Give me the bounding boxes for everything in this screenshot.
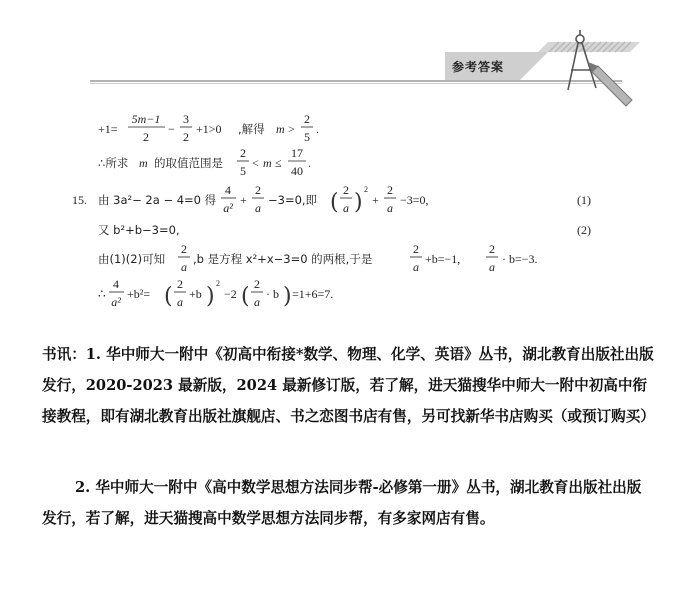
math-line2-var-m: m <box>139 156 148 170</box>
line6-therefore: ∴ <box>98 287 106 301</box>
line6-f1-num: 4 <box>113 277 119 291</box>
right-paren: ) <box>283 284 292 309</box>
problem15-tail: −3=0,即 <box>268 193 318 207</box>
problem15-tail2: −3=0, <box>400 193 429 207</box>
line6-mid: +b²= <box>127 287 151 301</box>
line6-p1-den: a <box>177 295 183 309</box>
line5-f2-num: 2 <box>413 242 419 256</box>
line5-mid: ,b 是方程 x²+x−3=0 的两根,于是 <box>193 252 373 266</box>
line6-p2-den: a <box>254 295 260 309</box>
line6-p2-tail: · b <box>266 287 279 301</box>
problem15-paren-num: 2 <box>343 183 349 197</box>
math-line1-lead: +1= <box>98 122 118 136</box>
math-line1-period: . <box>316 122 319 136</box>
math-line2-frac1-num: 2 <box>240 146 246 160</box>
math-line2-frac2-num: 17 <box>291 146 303 160</box>
math-line2-lt: < <box>252 156 259 170</box>
math-line2-text: 的取值范围是 <box>154 156 223 170</box>
line5-f1-den: a <box>181 260 187 274</box>
math-line1-minus: − <box>168 122 175 136</box>
line6-p2-num: 2 <box>254 277 260 291</box>
math-line1-frac3-num: 2 <box>304 112 310 126</box>
math-line2-therefore: ∴所求 <box>98 156 129 170</box>
line5-f2-den: a <box>413 260 419 274</box>
left-paren: ( <box>330 190 339 215</box>
problem15-f2-num: 2 <box>255 183 261 197</box>
math-line-5 <box>98 242 538 274</box>
left-paren: ( <box>241 284 250 309</box>
math-problem-15 <box>72 183 591 215</box>
line5-f3-den: a <box>489 260 495 274</box>
math-line2-le: ≤ <box>275 156 282 170</box>
line5-tail: · b=−3. <box>502 252 538 266</box>
math-line-4 <box>98 223 591 237</box>
problem15-f3-den: a <box>387 201 393 215</box>
math-line-2 <box>98 146 311 178</box>
book-notice-paragraph-2: 2. 华中师大一附中《高中数学思想方法同步帮-必修第一册》丛书，湖北教育出版社出版发行，若了解，进天猫搜高中数学思想方法同步帮，有多家网店有售。 <box>42 479 642 527</box>
math-line-6 <box>98 277 333 309</box>
problem15-plus2: + <box>372 193 379 207</box>
math-line2-period: . <box>308 156 311 170</box>
math-line1-tail: +1>0 <box>196 122 222 136</box>
line6-mid2: −2 <box>224 287 237 301</box>
problem15-f2-den: a <box>255 201 261 215</box>
problem15-intro: 由 3a²− 2a − 4=0 得 <box>98 193 217 207</box>
problem15-f1-num: 4 <box>225 183 231 197</box>
right-paren: ) <box>354 190 363 215</box>
line6-sup: 2 <box>216 279 220 288</box>
problem15-plus: + <box>240 193 247 207</box>
line6-p1-tail: +b <box>189 287 202 301</box>
math-line2-frac2-den: 40 <box>291 164 303 178</box>
line5-mid2: +b=−1, <box>425 252 461 266</box>
left-paren: ( <box>164 284 173 309</box>
line6-f1-den: a² <box>111 295 121 309</box>
line6-p1-num: 2 <box>177 277 183 291</box>
line5-f1-num: 2 <box>181 242 187 256</box>
math-line1-var-m: m <box>276 122 285 136</box>
header-title: 参考答案 <box>452 60 505 74</box>
math-line-1 <box>98 112 319 144</box>
equation-tag-1: (1) <box>577 193 591 207</box>
equation-tag-2: (2) <box>577 223 591 237</box>
math-line2-var-m2: m <box>263 156 272 170</box>
line4-text: 又 b²+b−3=0, <box>98 223 180 237</box>
math-line1-frac2-num: 3 <box>183 112 189 126</box>
line5-f3-num: 2 <box>489 242 495 256</box>
problem15-f3-num: 2 <box>387 183 393 197</box>
problem15-paren-den: a <box>343 201 349 215</box>
math-line1-gt: > <box>288 122 295 136</box>
line5-lead: 由(1)(2)可知 <box>98 252 166 266</box>
math-line1-frac2-den: 2 <box>183 130 189 144</box>
math-line2-frac1-den: 5 <box>240 164 246 178</box>
right-paren: ) <box>206 284 215 309</box>
math-line1-frac1-num: 5m−1 <box>131 112 161 126</box>
problem15-sup: 2 <box>364 185 368 194</box>
math-line1-frac3-den: 5 <box>304 130 310 144</box>
problem-number: 15. <box>72 193 87 207</box>
math-line1-solve-text: ,解得 <box>238 122 265 136</box>
problem15-f1-den: a² <box>223 201 233 215</box>
book-notice-paragraph-1: 书讯：1. 华中师大一附中《初高中衔接*数学、物理、化学、英语》丛书，湖北教育出版社出版发行，2020-2023 最新版，2024 最新修订版，若了解，进天猫搜华中师大一附中初高中衔接教程，即有湖北教育出版社旗舰店、书之恋图书店有售，另可找新华书店购买（或预订购买） <box>42 346 655 425</box>
line6-result: =1+6=7. <box>292 287 334 301</box>
math-line1-frac1-den: 2 <box>143 130 149 144</box>
